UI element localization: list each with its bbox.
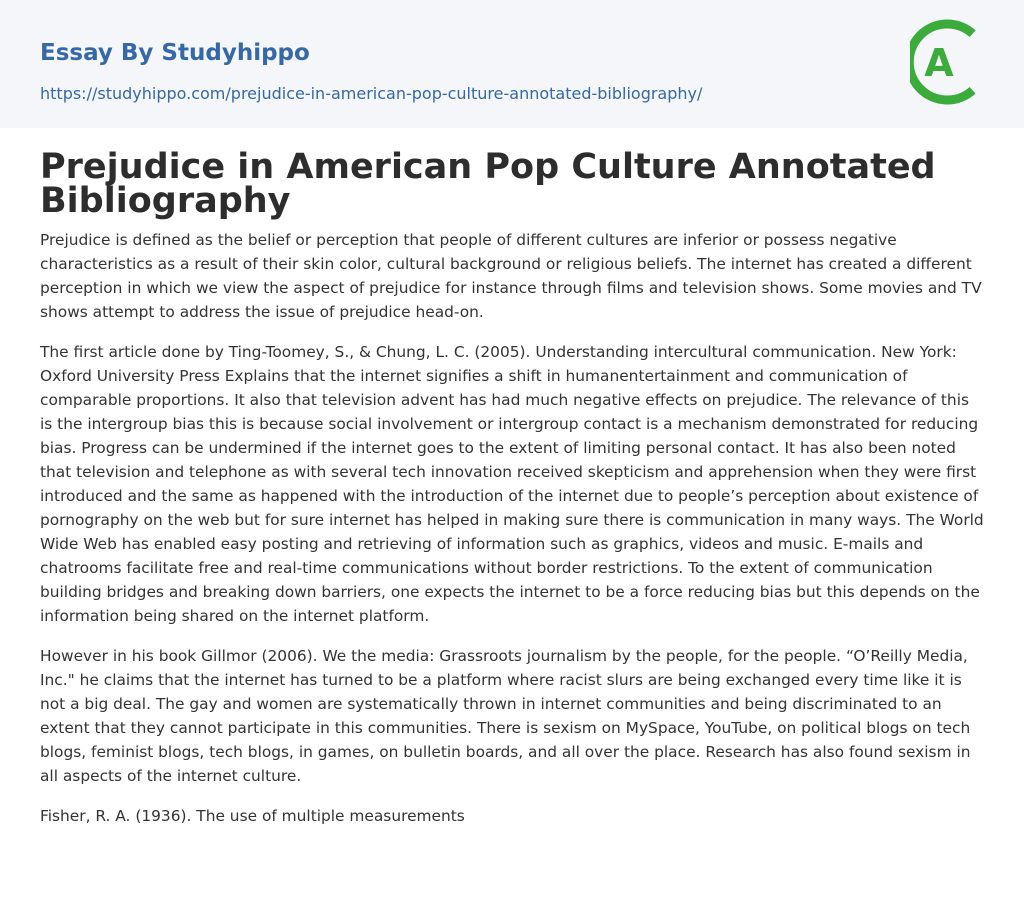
paragraph-fisher: Fisher, R. A. (1936). The use of multiple measurements (40, 807, 465, 825)
site-brand[interactable]: Essay By Studyhippo (40, 40, 310, 66)
site-header (0, 0, 1024, 128)
article-url-link[interactable]: https://studyhippo.com/prejudice-in-american-pop-culture-annotated-bibliography/ (40, 84, 703, 103)
page-title: Prejudice in American Pop Culture Annotated Bibliography (40, 147, 936, 221)
article-body (40, 228, 986, 844)
paragraph-first-article: The first article done by Ting-Toomey, S., & Chung, L. C. (2005). Understanding intercultural communication. New York: Oxford University Press Explains that the internet signifies a shift in humanentertainment and communication of comparable proportions. It also that television advent has had much negative effects on prejudice. The relevance of this is the intergroup bias this is because social involvement or intergroup contact is a mechanism demonstrated for reducing bias. Progress can be undermined if the internet goes to the extent of limiting personal contact. It has also been noted that television and telephone as with several tech innovation received skepticism and apprehension when they were first introduced and the same as happened with the introduction of the internet due to people’s perception about existence of pornography on the web but for sure internet has helped in making sure there is communication in many ways. The World Wide Web has enabled easy posting and retrieving of information such as graphics, videos and music. E-mails and chatrooms facilitate free and real-time communications without border restrictions. To the extent of communication building bridges and breaking down barriers, one expects the internet to be a force reducing bias but this depends on the information being shared on the internet platform. (40, 343, 984, 625)
studyhippo-logo-icon[interactable] (910, 18, 988, 106)
paragraph-intro: Prejudice is defined as the belief or perception that people of different cultures are inferior or possess negative characteristics as a result of their skin color, cultural background or religious beliefs. The internet has created a different perception in which we view the aspect of prejudice for instance through films and television shows. Some movies and TV shows attempt to address the issue of prejudice head-on. (40, 231, 982, 321)
paragraph-gillmor: However in his book Gillmor (2006). We the media: Grassroots journalism by the people, for the people. “O’Reilly Media, Inc." he claims that the internet has turned to be a platform where racist slurs are being exchanged every time like it is not a big deal. The gay and women are systematically thrown in internet communities and being discriminated to an extent that they cannot participate in this communities. There is sexism on MySpace, YouTube, on political blogs on tech blogs, feminist blogs, tech blogs, in games, on bulletin boards, and all over the place. Research has also found sexism in all aspects of the internet culture. (40, 647, 971, 785)
logo-letter: A (924, 41, 954, 85)
